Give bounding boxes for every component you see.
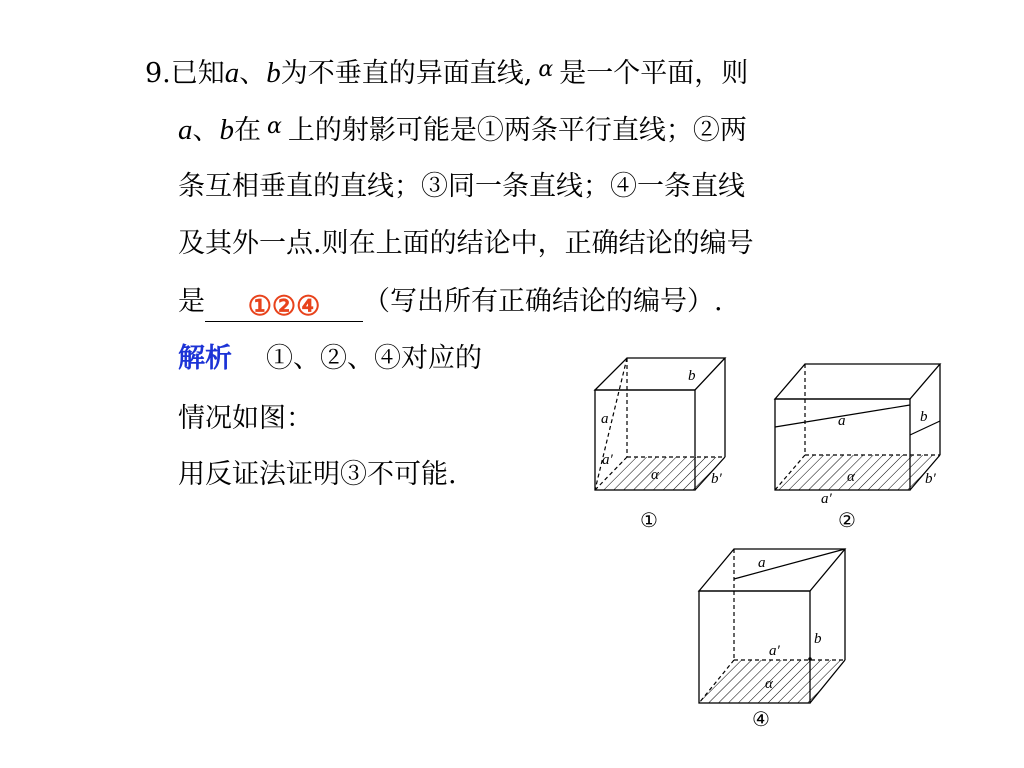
- svg-text:a′: a′: [769, 643, 780, 659]
- problem-number: 9.: [145, 58, 171, 89]
- solution-line-2: 情况如图：: [178, 403, 313, 434]
- figure-2: [765, 355, 945, 515]
- svg-text:b′: b′: [925, 471, 936, 487]
- svg-text:a: a: [601, 411, 609, 427]
- svg-text:a′: a′: [821, 491, 832, 507]
- svg-text:a: a: [758, 555, 766, 571]
- figure-4: [690, 543, 860, 708]
- svg-text:a′: a′: [602, 452, 613, 468]
- problem-line-1: 9.已知a、b为不垂直的异面直线, $^\alpha$ 是一个平面，则: [145, 57, 749, 89]
- svg-text:b: b: [920, 409, 928, 425]
- svg-text:α: α: [651, 467, 659, 483]
- solution-line-1: 解析 ①、②、④对应的: [178, 343, 482, 374]
- svg-text:b: b: [688, 368, 696, 384]
- answer-text: ①②④: [247, 291, 321, 322]
- svg-text:α: α: [765, 676, 773, 692]
- svg-text:b: b: [814, 631, 822, 647]
- solution-label: 解析: [178, 343, 232, 374]
- svg-text:α: α: [847, 469, 855, 485]
- figure-1-caption: ①: [640, 508, 658, 532]
- problem-line-2: a、b在 $^\alpha$ 上的射影可能是①两条平行直线；②两: [178, 114, 747, 146]
- svg-text:a: a: [838, 413, 846, 429]
- problem-line-4: 及其外一点.则在上面的结论中，正确结论的编号: [178, 228, 754, 259]
- answer-blank: [205, 287, 363, 322]
- figure-1: [585, 350, 755, 500]
- figure-4-caption: ④: [752, 707, 770, 731]
- problem-line-3: 条互相垂直的直线；③同一条直线；④一条直线: [178, 171, 745, 202]
- figure-2-caption: ②: [838, 508, 856, 532]
- problem-line-5: 是 ①②④ （写出所有正确结论的编号）.: [178, 286, 723, 322]
- solution-line-3: 用反证法证明③不可能.: [178, 459, 457, 490]
- svg-text:b′: b′: [711, 471, 722, 487]
